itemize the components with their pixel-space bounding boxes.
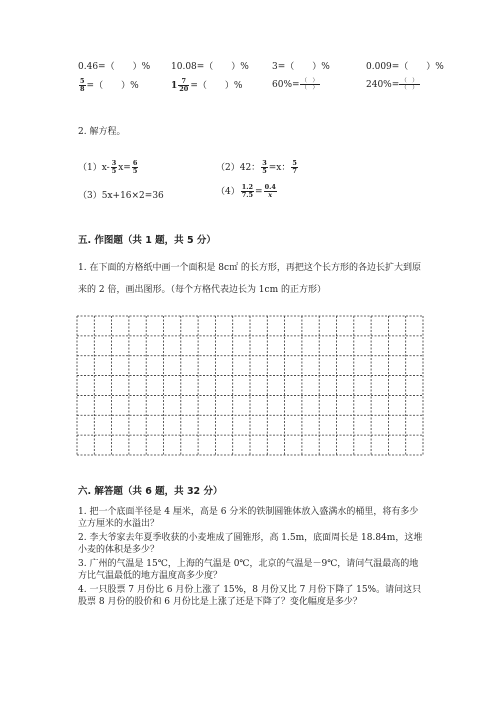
fill-blank-5-8: $\frac{5}{8}$ =（ ）%: [80, 77, 139, 93]
section-5-question: 1. 在下面的方格纸中画一个面积是 8c㎡ 的长方形，再把这个长方形的各边长扩大到原来的 2 倍，画出图形。（每个方格代表边长为 1cm 的正方形）: [78, 263, 421, 295]
question-2-title: 2. 解方程。: [78, 127, 126, 137]
blank-fraction: （ ） （ ）: [401, 78, 418, 91]
fraction-5-8: $\frac{5}{8}$: [80, 77, 85, 93]
blank-fraction: （ ） （ ）: [301, 78, 319, 91]
fill-blank-10.08: 10.08=（ ）%: [171, 62, 249, 72]
fraction-7-20: $\frac{7}{20}$: [179, 77, 189, 93]
equation-2: （2）42： $\frac{3}{5}$ =x： $\frac{5}{7}$: [216, 159, 297, 175]
equation-1: （1）x- $\frac{3}{5}$ x= $\frac{6}{5}$: [78, 159, 138, 175]
fill-blank-60pct: 60%= （ ） （ ）: [272, 78, 319, 91]
section-6-title: 六. 解答题（共 6 题，共 32 分）: [78, 486, 223, 497]
section-5-title: 五. 作图题（共 1 题，共 5 分）: [78, 235, 216, 246]
problem-3: 3. 广州的气温是 15℃，上海的气温是 0℃，北京的气温是－9℃，请问气温最高的地方比气温最低的地方温度高多少度？: [78, 559, 419, 581]
fill-blank-3: 3=（ ）%: [272, 62, 330, 72]
fill-blank-1-7-20: 1 $\frac{7}{20}$ =（ ）%: [171, 77, 243, 93]
equation-4: （4） $\frac{1.2}{7.5}$ = $\frac{0.4}{x}$: [216, 183, 276, 199]
fill-blank-0.46: 0.46=（ ）%: [78, 62, 151, 72]
fill-blank-0.009: 0.009=（ ）%: [366, 62, 444, 72]
fill-blank-240pct: 240%= （ ） （ ）: [366, 78, 418, 91]
grid-paper: [76, 315, 424, 456]
problem-2: 2. 李大爷家去年夏季收获的小麦堆成了圆锥形，高 1.5m，底面周长是 18.84m，这堆小麦的体积是多少？: [78, 533, 423, 555]
equation-3: （3）5x+16×2=36: [78, 191, 164, 201]
problem-1: 1. 把一个底面半径是 4 厘米，高是 6 分米的铁制圆锥体放入盛满水的桶里，将有多少立方厘米的水溢出？: [78, 507, 419, 529]
problem-4: 4. 一只股票 7 月份比 6 月份上涨了 15%，8 月份又比 7 月份下降了 15%。请问这只股票 8 月份的股价和 6 月份比是上涨了还是下降了？变化幅度是多少？: [78, 585, 422, 607]
